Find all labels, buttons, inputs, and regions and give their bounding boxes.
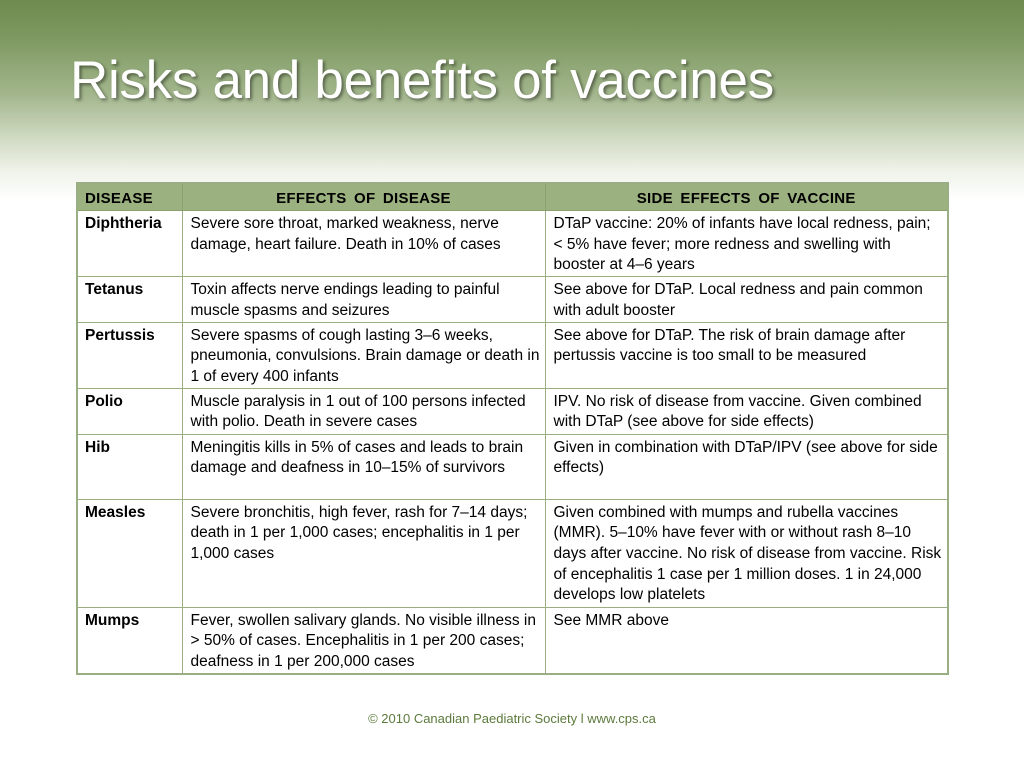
effects-cell: Severe sore throat, marked weakness, nerve damage, heart failure. Death in 10% of cases	[182, 211, 545, 277]
header-effects-of-disease: EFFECTS OF DISEASE	[182, 183, 545, 211]
side-effects-cell: Given combined with mumps and rubella vaccines (MMR). 5–10% have fever with or without rash 8–10 days after vaccine. No risk of disease from vaccine. Risk of encephalitis 1 case per 1 million doses. 1 in 24,000 develops low platelets	[545, 499, 948, 607]
table-row	[77, 277, 948, 322]
table-row	[77, 211, 948, 277]
effects-cell: Meningitis kills in 5% of cases and leads to brain damage and deafness in 10–15% of survivors	[182, 434, 545, 499]
effects-cell: Severe bronchitis, high fever, rash for 7–14 days; death in 1 per 1,000 cases; encephalitis in 1 per 1,000 cases	[182, 499, 545, 607]
side-effects-cell: DTaP vaccine: 20% of infants have local redness, pain; < 5% have fever; more redness and swelling with booster at 4–6 years	[545, 211, 948, 277]
vaccine-table-container	[76, 182, 947, 675]
table-row	[77, 388, 948, 434]
disease-cell: Measles	[77, 499, 182, 607]
side-effects-cell: IPV. No risk of disease from vaccine. Given combined with DTaP (see above for side effects)	[545, 388, 948, 434]
header-disease: DISEASE	[77, 183, 182, 211]
table-header-row	[77, 183, 948, 211]
table-row	[77, 607, 948, 674]
side-effects-cell: See above for DTaP. The risk of brain damage after pertussis vaccine is too small to be measured	[545, 322, 948, 388]
table-row	[77, 322, 948, 388]
disease-cell: Tetanus	[77, 277, 182, 322]
table-row	[77, 499, 948, 607]
effects-cell: Toxin affects nerve endings leading to painful muscle spasms and seizures	[182, 277, 545, 322]
side-effects-cell: Given in combination with DTaP/IPV (see above for side effects)	[545, 434, 948, 499]
copyright-footer: © 2010 Canadian Paediatric Society l www.cps.ca	[368, 711, 656, 726]
header-side-effects-of-vaccine: SIDE EFFECTS OF VACCINE	[545, 183, 948, 211]
effects-cell: Muscle paralysis in 1 out of 100 persons infected with polio. Death in severe cases	[182, 388, 545, 434]
effects-cell: Severe spasms of cough lasting 3–6 weeks, pneumonia, convulsions. Brain damage or death in 1 of every 400 infants	[182, 322, 545, 388]
side-effects-cell: See above for DTaP. Local redness and pain common with adult booster	[545, 277, 948, 322]
side-effects-cell: See MMR above	[545, 607, 948, 674]
effects-cell: Fever, swollen salivary glands. No visible illness in > 50% of cases. Encephalitis in 1 per 200 cases; deafness in 1 per 200,000 cases	[182, 607, 545, 674]
disease-cell: Mumps	[77, 607, 182, 674]
slide-title: Risks and benefits of vaccines	[70, 51, 774, 110]
table-row	[77, 434, 948, 499]
disease-cell: Pertussis	[77, 322, 182, 388]
disease-cell: Hib	[77, 434, 182, 499]
vaccine-table	[76, 182, 949, 675]
disease-cell: Diphtheria	[77, 211, 182, 277]
disease-cell: Polio	[77, 388, 182, 434]
